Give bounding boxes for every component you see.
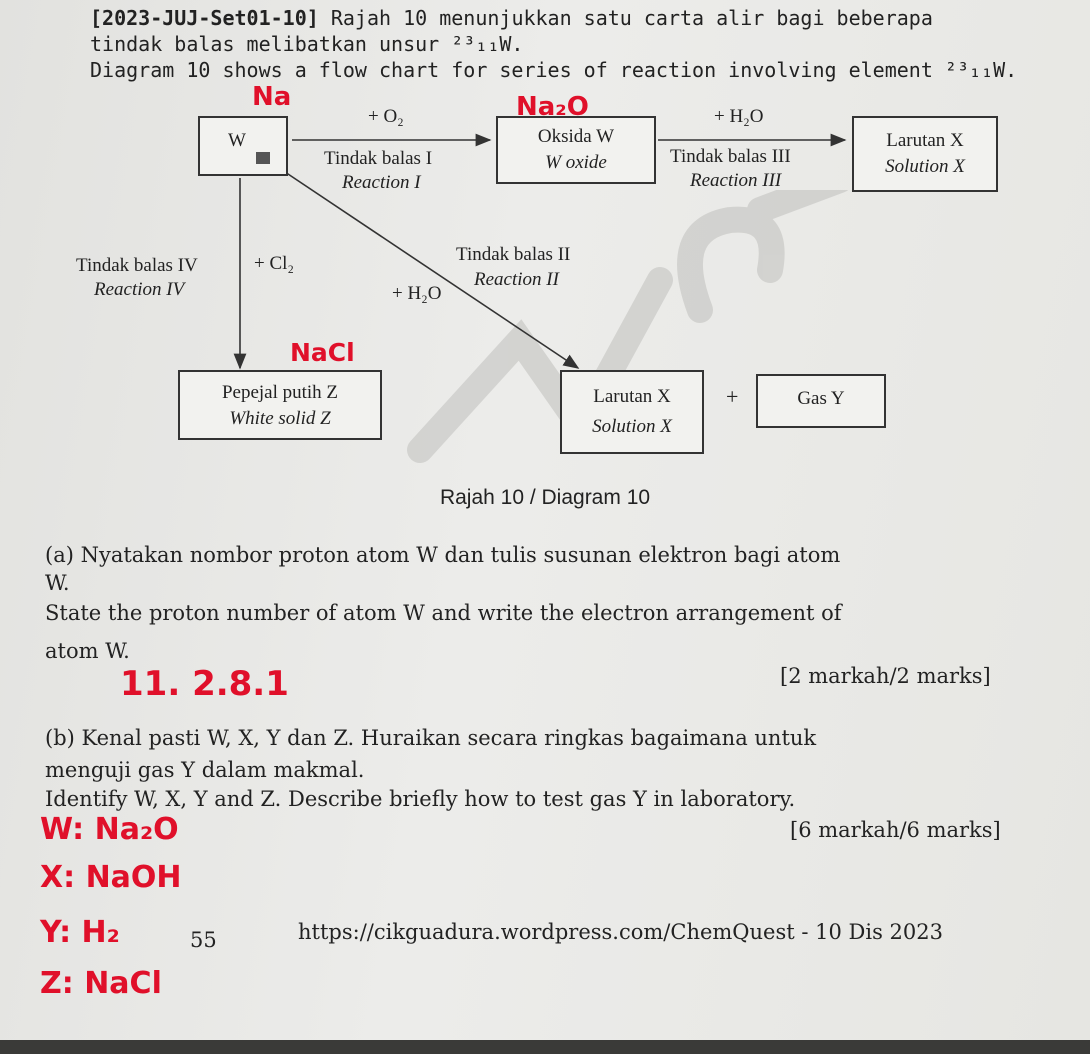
question-b-marks: [6 markah/6 marks] bbox=[790, 818, 1001, 842]
box-gas-y bbox=[756, 374, 886, 428]
box-element-w bbox=[198, 116, 288, 176]
question-a-ms-line1: (a) Nyatakan nombor proton atom W dan tulis susunan elektron bagi atom bbox=[45, 543, 841, 567]
reagent-h2o-top: + H₂O bbox=[714, 106, 764, 127]
box-solid-en: White solid Z bbox=[229, 408, 331, 429]
question-a-ms-line2: W. bbox=[45, 571, 70, 595]
answer-x-handwritten: X: NaOH bbox=[40, 860, 182, 895]
box-solution-bottom-ms: Larutan X bbox=[593, 386, 671, 407]
box-solid-ms: Pepejal putih Z bbox=[221, 382, 339, 403]
box-gas-label: Gas Y bbox=[797, 388, 845, 409]
question-a-en-line2: atom W. bbox=[45, 639, 130, 663]
square-mark-icon bbox=[256, 152, 270, 164]
diagram-caption: Rajah 10 / Diagram 10 bbox=[439, 486, 651, 509]
handwritten-nacl-diagram: NaCl bbox=[290, 338, 355, 367]
box-white-solid-z bbox=[178, 370, 382, 440]
reaction-4-ms: Tindak balas IV bbox=[76, 255, 198, 276]
reaction-2-en: Reaction II bbox=[474, 269, 559, 290]
plus-sign: + bbox=[726, 384, 739, 409]
reagent-h2o-diagonal: + H₂O bbox=[392, 283, 442, 304]
question-b-en-line1: Identify W, X, Y and Z. Describe briefly how to test gas Y in laboratory. bbox=[45, 787, 796, 811]
reaction-3-ms: Tindak balas III bbox=[670, 146, 791, 167]
bottom-edge-bar bbox=[0, 1040, 1090, 1054]
answer-z-handwritten: Z: NaCl bbox=[40, 966, 162, 1001]
box-solution-x-top bbox=[852, 116, 998, 192]
box-oxide-ms: Oksida W bbox=[537, 126, 615, 147]
box-w-oxide bbox=[496, 116, 656, 184]
box-w-label: W bbox=[228, 130, 246, 151]
reaction-3-en: Reaction III bbox=[690, 170, 782, 191]
reagent-o2: + O₂ bbox=[368, 106, 404, 127]
box-solution-top-ms: Larutan X bbox=[886, 130, 964, 151]
header-line-2: tindak balas melibatkan unsur ²³₁₁W. bbox=[90, 32, 524, 56]
handwritten-na: Na bbox=[252, 82, 292, 112]
box-solution-top-en: Solution X bbox=[885, 156, 965, 177]
box-solution-x-bottom bbox=[560, 370, 704, 454]
reaction-4-en: Reaction IV bbox=[94, 279, 185, 300]
page-number: 55 bbox=[190, 928, 217, 952]
question-b-ms-line1: (b) Kenal pasti W, X, Y dan Z. Huraikan secara ringkas bagaimana untuk bbox=[45, 726, 817, 750]
header-line-1-text: Rajah 10 menunjukkan satu carta alir bagi beberapa bbox=[318, 6, 933, 30]
reaction-2-ms: Tindak balas II bbox=[456, 244, 571, 265]
question-tag: [2023-JUJ-Set01-10] bbox=[90, 6, 319, 30]
footer-source: https://cikguadura.wordpress.com/ChemQuest - 10 Dis 2023 bbox=[298, 920, 943, 944]
answer-w-handwritten: W: Na₂O bbox=[40, 812, 179, 847]
reaction-1-ms: Tindak balas I bbox=[324, 148, 433, 169]
box-solution-bottom-en: Solution X bbox=[592, 416, 672, 437]
handwritten-na2o: Na₂O bbox=[516, 92, 589, 122]
answer-a-handwritten: 11. 2.8.1 bbox=[120, 664, 289, 704]
reaction-1-en: Reaction I bbox=[342, 172, 421, 193]
header-line-3: Diagram 10 shows a flow chart for series of reaction involving element ²³₁₁W. bbox=[90, 58, 1018, 82]
question-a-en-line1: State the proton number of atom W and write the electron arrangement of bbox=[45, 601, 842, 625]
box-oxide-en: W oxide bbox=[545, 152, 607, 173]
reagent-cl2: + Cl₂ bbox=[254, 253, 295, 274]
question-b-ms-line2: menguji gas Y dalam makmal. bbox=[45, 758, 365, 782]
answer-y-handwritten: Y: H₂ bbox=[40, 915, 120, 950]
question-a-marks: [2 markah/2 marks] bbox=[780, 664, 991, 688]
